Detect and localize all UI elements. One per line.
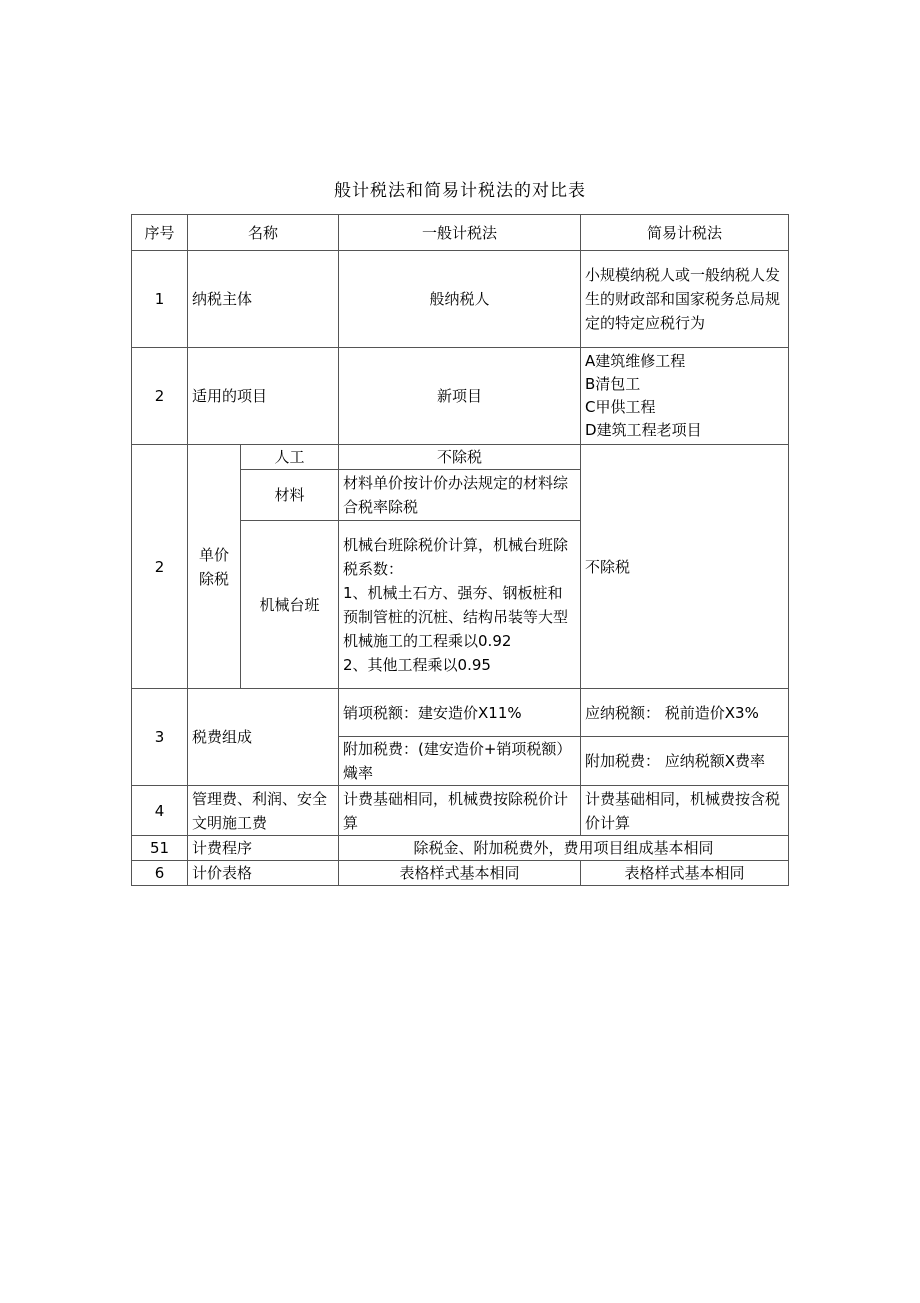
table-row (132, 861, 789, 886)
simple-cell: 计费基础相同，机械费按含税价计算 (581, 786, 789, 836)
row-name: 管理费、利润、安全文明施工费 (188, 786, 339, 836)
header-simple: 简易计税法 (581, 215, 789, 251)
simple-cell: 小规模纳税人或一般纳税人发生的财政部和国家税务总局规定的特定应税行为 (581, 251, 789, 348)
row-name: 计费程序 (188, 836, 339, 861)
project-type-a: A建筑维修工程 (585, 352, 686, 370)
row-name: 税费组成 (188, 689, 339, 786)
row-no: 6 (132, 861, 188, 886)
row-no: 51 (132, 836, 188, 861)
simple-cell (581, 348, 789, 445)
header-no: 序号 (132, 215, 188, 251)
document-title: 般计税法和简易计税法的对比表 (334, 181, 586, 201)
table-row (132, 251, 789, 348)
general-cell: 计费基础相同，机械费按除税价计算 (339, 786, 581, 836)
general-cell-b: 附加税费：(建安造价+销项税额）熾率 (339, 737, 581, 786)
row-no: 4 (132, 786, 188, 836)
project-type-d: D建筑工程老项目 (585, 421, 702, 439)
row-name: 计价表格 (188, 861, 339, 886)
general-cell-labor: 不除税 (339, 445, 581, 470)
general-cell-a: 销项税额：建安造价X11% (339, 689, 581, 737)
row-name: 适用的项目 (188, 348, 339, 445)
header-name: 名称 (188, 215, 339, 251)
sub-label-machine: 机械台班 (241, 521, 339, 689)
project-type-c: C甲供工程 (585, 398, 656, 416)
row-no: 2 (132, 445, 188, 689)
general-cell-machine (339, 521, 581, 689)
sub-label-material: 材料 (241, 470, 339, 521)
simple-cell: 不除税 (581, 445, 789, 689)
table-row (132, 689, 789, 737)
header-general: 一般计税法 (339, 215, 581, 251)
general-cell-material: 材料单价按计价办法规定的材料综合税率除税 (339, 470, 581, 521)
row-no: 1 (132, 251, 188, 348)
simple-cell-a: 应纳税额： 税前造价X3% (581, 689, 789, 737)
row-name: 单价除税 (188, 445, 241, 689)
table-row (132, 836, 789, 861)
table-row (132, 445, 789, 470)
row-name: 纳税主体 (188, 251, 339, 348)
general-cell: 新项目 (339, 348, 581, 445)
machine-line-3: 2、其他工程乘以0.95 (343, 655, 491, 674)
simple-cell-b: 附加税费： 应纳税额X费率 (581, 737, 789, 786)
general-cell: 般纳税人 (339, 251, 581, 348)
sub-label-labor: 人工 (241, 445, 339, 470)
machine-line-1: 机械台班除税价计算，机械台班除税系数： (343, 535, 569, 578)
table-row (132, 348, 789, 445)
row-no: 3 (132, 689, 188, 786)
row-no: 2 (132, 348, 188, 445)
merged-cell: 除税金、附加税费外，费用项目组成基本相同 (339, 836, 789, 861)
header-row (132, 215, 789, 251)
project-type-b: B清包工 (585, 375, 641, 393)
comparison-table (131, 214, 789, 886)
simple-cell: 表格样式基本相同 (581, 861, 789, 886)
general-cell: 表格样式基本相同 (339, 861, 581, 886)
table-row (132, 786, 789, 836)
machine-line-2: 1、机械土石方、强夯、钢板桩和预制管桩的沉桩、结构吊装等大型机械施工的工程乘以0.92 (343, 583, 569, 650)
